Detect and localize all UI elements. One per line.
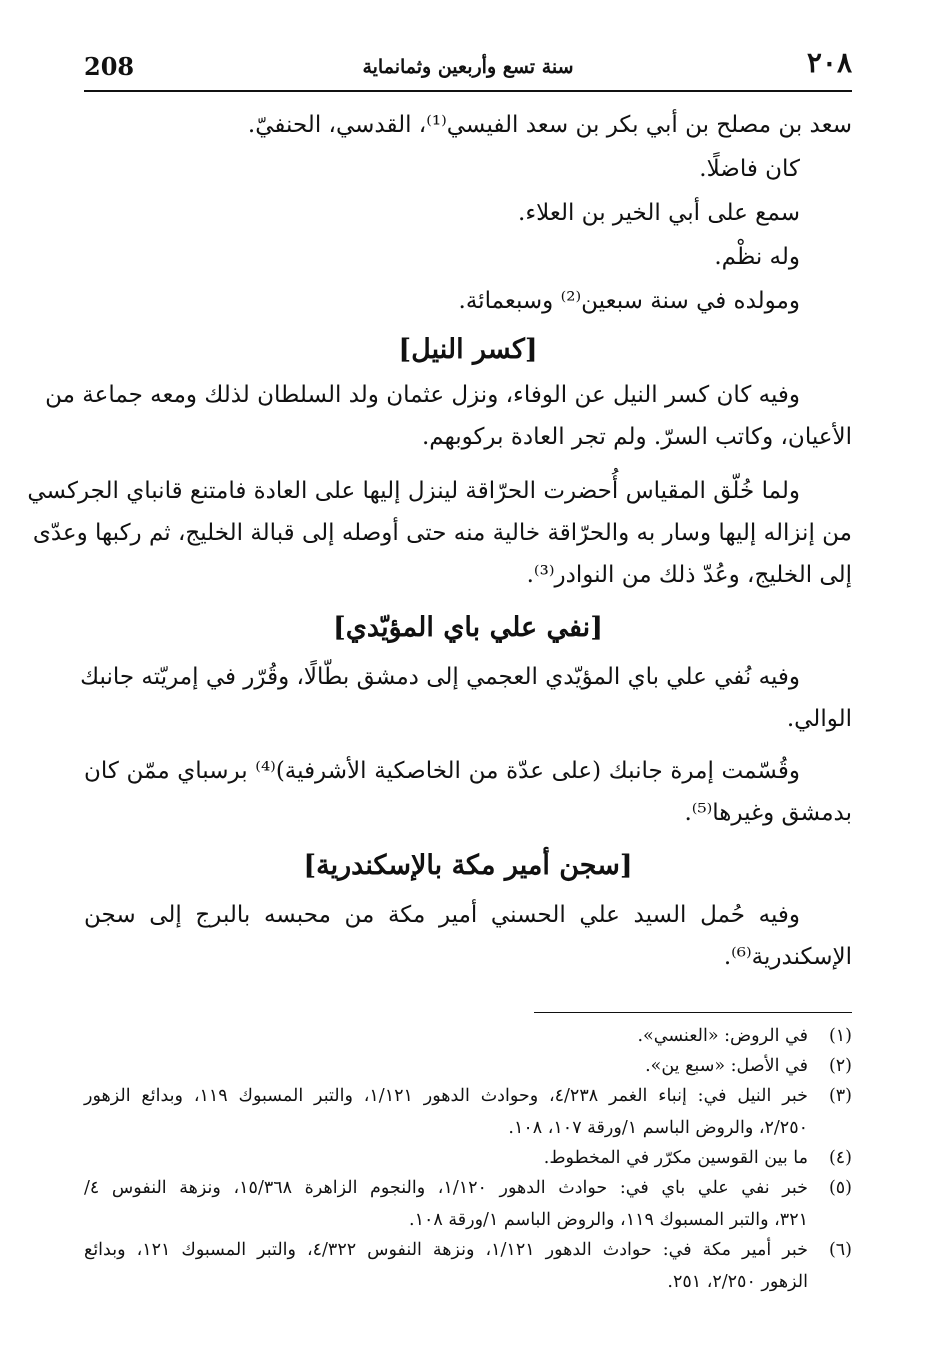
footnote-number: (٤) [828, 1148, 852, 1168]
intro-line: سعد بن مصلح بن أبي بكر بن سعد الفيسي⁽¹⁾، القدسي، الحنفيّ. [247, 112, 852, 138]
footnote-text: خبر نفي علي باي في: حوادث الدهور ١/١٢٠، والنجوم الزاهرة ١٥/٣٦٨، ونزهة النفوس ٤/ [84, 1178, 808, 1198]
paragraph-line: الوالي. [786, 706, 852, 732]
footnote-text: ٣٢١، والتبر المسبوك ١١٩، والروض الباسم ١/ورقة ١٠٨. [409, 1210, 808, 1230]
intro-line: وله نظْم. [714, 244, 800, 270]
footnote-number: (٥) [828, 1178, 852, 1198]
section-heading: [سجن أمير مكة بالإسكندرية] [303, 850, 633, 881]
footnote-text: ٢/٢٥٠، والروض الباسم ١/ورقة ١٠٧، ١٠٨. [508, 1118, 808, 1138]
page-number-latin: 208 [84, 52, 135, 81]
section-heading: [نفي علي باي المؤيّدي] [333, 612, 603, 643]
footnote-separator [534, 1012, 852, 1013]
intro-line: ومولده في سنة سبعين⁽²⁾ وسبعمائة. [458, 288, 800, 314]
footnote-number: (٦) [828, 1240, 852, 1260]
paragraph-line: وقُسّمت إمرة جانبك (على عدّة من الخاصكية الأشرفية)⁽⁴⁾ برسباي ممّن كان [84, 758, 800, 784]
paragraph-line: وفيه حُمل السيد علي الحسني أمير مكة من محبسه بالبرج إلى سجن [84, 902, 800, 928]
footnote-text: الزهور ٢/٢٥٠، ٢٥١. [667, 1272, 808, 1292]
paragraph-line: الأعيان، وكاتب السرّ. ولم تجر العادة بركوبهم. [421, 424, 852, 450]
footnote-text: ما بين القوسين مكرّر في المخطوط. [543, 1148, 808, 1168]
paragraph-line: بدمشق وغيرها⁽⁵⁾. [684, 800, 852, 826]
paragraph-line: ولما خُلّق المقياس أُحضرت الحرّاقة لينزل إليها على العادة فامتنع قانباي الجركسي [27, 478, 800, 504]
footnote-text: في الروض: «العنسي». [637, 1026, 808, 1046]
running-title: سنة تسع وأربعين وثمانماية [362, 56, 574, 78]
section-heading: [كسر النيل] [398, 334, 538, 365]
footnote-text: خبر النيل في: إنباء الغمر ٤/٢٣٨، وحوادث الدهور ١/١٢١، والتبر المسبوك ١١٩، وبدائع الزهور [84, 1086, 808, 1106]
paragraph-line: من إنزاله إليها وسار به والحرّاقة خالية منه حتى أوصله إلى قبالة الخليج، ثم ركبها وعدّى [32, 520, 852, 546]
paragraph-line: الإسكندرية⁽⁶⁾. [723, 944, 852, 970]
header-rule [84, 90, 852, 92]
page-number-arabic: ٢٠٨ [806, 46, 852, 79]
paragraph-line: وفيه نُفي علي باي المؤيّدي العجمي إلى دمشق بطّالًا، وقُرّر في إمريّته جانبك [80, 664, 800, 690]
paragraph-line: وفيه كان كسر النيل عن الوفاء، ونزل عثمان ولد السلطان لذلك ومعه جماعة من [45, 382, 800, 408]
footnote-text: خبر أمير مكة في: حوادث الدهور ١/١٢١، ونزهة النفوس ٤/٣٢٢، والتبر المسبوك ١٢١، وبدائع [84, 1240, 808, 1260]
intro-line: كان فاضلًا. [699, 156, 800, 182]
intro-line: سمع على أبي الخير بن العلاء. [518, 200, 800, 226]
footnote-number: (٢) [828, 1056, 852, 1076]
page-header [84, 40, 852, 88]
footnote-number: (٣) [828, 1086, 852, 1106]
footnote-text: في الأصل: «سبع ين». [645, 1056, 808, 1076]
paragraph-line: إلى الخليج، وعُدّ ذلك من النوادر⁽³⁾. [526, 562, 852, 588]
footnote-number: (١) [828, 1026, 852, 1046]
